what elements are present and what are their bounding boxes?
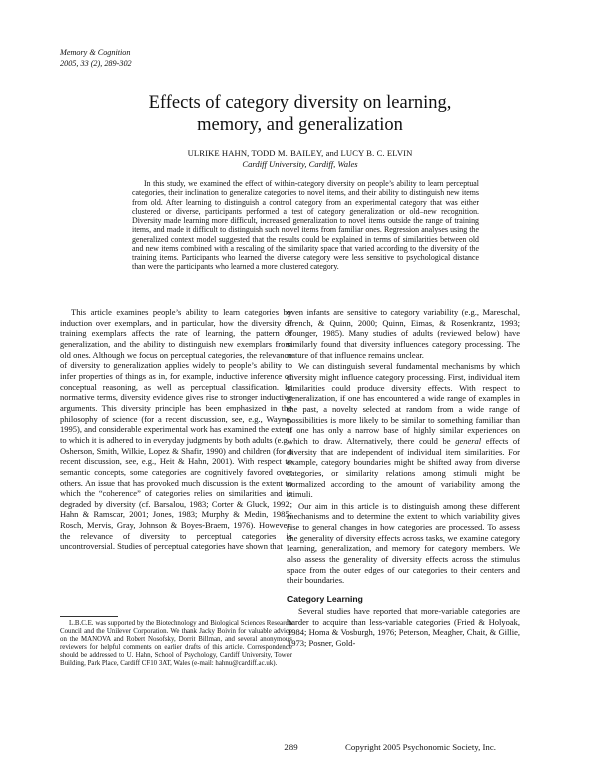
body-paragraph: Our aim in this article is to distinguish among these different mechanisms and to determine the extent to which variability gives rise to general changes in how categories are processed. To assess the generality of diversity effects across tasks, we examine category learning, generalization, and memory for category members. We also assess the generality of diversity effects across the stimulus space from the outer edges of our categories to their centers and their boundaries. xyxy=(287,500,520,586)
body-text: effects of diversity that are independent of individual item similarities. For example, category boundaries might be shifted away from diverse categories, or similarity relations among stimuli might be normalized according to the amount of variability among the stimuli. xyxy=(287,435,521,500)
body-paragraph xyxy=(287,361,520,500)
footnote-divider xyxy=(60,616,118,617)
body-paragraph: even infants are sensitive to category variability (e.g., Mareschal, French, & Quinn, 2000; Quinn, Eimas, & Rosenkrantz, 1993; Younger, 1985). Many studies of adults (reviewed below) have similarly found that diversity influences category processing. The nature of that influence remains unclear. xyxy=(287,307,520,360)
author-affiliation: Cardiff University, Cardiff, Wales xyxy=(242,159,358,169)
journal-citation: 2005, 33 (2), 289-302 xyxy=(60,58,132,68)
journal-name: Memory & Cognition xyxy=(60,48,131,57)
body-column-right xyxy=(287,307,520,649)
journal-info xyxy=(60,48,132,69)
body-emphasis: general xyxy=(455,435,482,446)
abstract: In this study, we examined the effect of within-category diversity on people’s ability to learn perceptual categories, their inclination to generalize categories to novel items, and their ability to distinguish new items from old. After learning to distinguish a control category from an experimental category that was either clustered or diverse, participants performed a test of category generalization or old–new recognition. Diversity made learning more difficult, increased generalization to novel items outside the range of training items, and made it difficult to distinguish such novel items from familiar ones. Regression analyses using the generalized context model suggested that the results could be explained in terms of similarities between old and new items combined with a rescaling of the similarity space that varied according to the diversity of the training items. Participants who learned the diverse category were less sensitive to psychological distance than were the participants who learned a more clustered category. xyxy=(132,179,479,272)
article-title xyxy=(60,92,540,136)
title-line-2: memory, and generalization xyxy=(197,115,403,135)
author-list: ULRIKE HAHN, TODD M. BAILEY, and LUCY B. C. ELVIN xyxy=(187,148,413,158)
body-column-left xyxy=(60,307,292,552)
footnote: L.B.C.E. was supported by the Biotechnology and Biological Sciences Research Council and the Unilever Corporation. We thank Jacky Boivin for valuable advice on the MANOVA and Robert Nosofsky, Dorrit Billman, and several anonymous reviewers for helpful comments on earlier drafts of this article. Correspondence should be addressed to U. Hahn, School of Psychology, Cardiff University, Tower Building, Park Place, Cardiff CF10 3AT, Wales (e-mail: hahnu@cardiff.ac.uk). xyxy=(60,620,292,668)
title-line-1: Effects of category diversity on learning, xyxy=(148,93,452,113)
body-text: We can distinguish several fundamental mechanisms by which diversity might influence category processing. First, individual item similarities could produce diversity effects. With respect to generalization, if one has encountered a wide range of examples in the past, a novelty selected at random from a wide range of possibilities is more likely to be similar to something familiar than if one has only a narrow base of highly similar experiences on which to draw. Alternatively, there could be xyxy=(287,361,520,446)
body-paragraph: This article examines people’s ability to learn categories by induction over exemplars, and in particular, how the diversity of training exemplars affects the rate of learning, the pattern of generalization, and the ability to distinguish new exemplars from old ones. Although we focus on perceptual categories, the relevance of diversity to generalization applies widely to people’s ability to infer properties of things as in, for example, inductive inference or conceptual reasoning, as well as perceptual classification. In normative terms, diversity evidence gives rise to stronger inductive arguments. This diversity principle has been emphasized in the philosophy of science (for a recent discussion, see, e.g., Wayne, 1995), and considerable experimental work has examined the extent to which it is adhered to in everyday judgments by both adults (e.g., Osherson, Smith, Wilkie, Lopez & Shafir, 1990) and children (for a recent discussion, see, e.g., Heit & Hahn, 2001). With respect to semantic concepts, some categories are cognitively favored over others. An issue that has provoked much discussion is the extent to which the “coherence” of categories relies on similarities and is degraded by diversity (cf. Barsalou, 1983; Corter & Gluck, 1992; Hahn & Ramscar, 2001; Jones, 1983; Murphy & Medin, 1985; Rosch, Mervis, Gray, Johnson & Boyes-Braem, 1976). However, the relevance of diversity to perceptual categories is uncontroversial. Studies of perceptual categories have shown that xyxy=(60,307,292,552)
page-number: 289 xyxy=(284,742,298,752)
section-heading: Category Learning xyxy=(287,594,363,605)
copyright-notice: Copyright 2005 Psychonomic Society, Inc. xyxy=(345,742,496,752)
body-paragraph: Several studies have reported that more-variable categories are harder to acquire than less-variable categories (Fried & Holyoak, 1984; Homa & Vosburgh, 1976; Peterson, Meagher, Chait, & Gillie, 1973; Posner, Gold- xyxy=(287,606,520,649)
